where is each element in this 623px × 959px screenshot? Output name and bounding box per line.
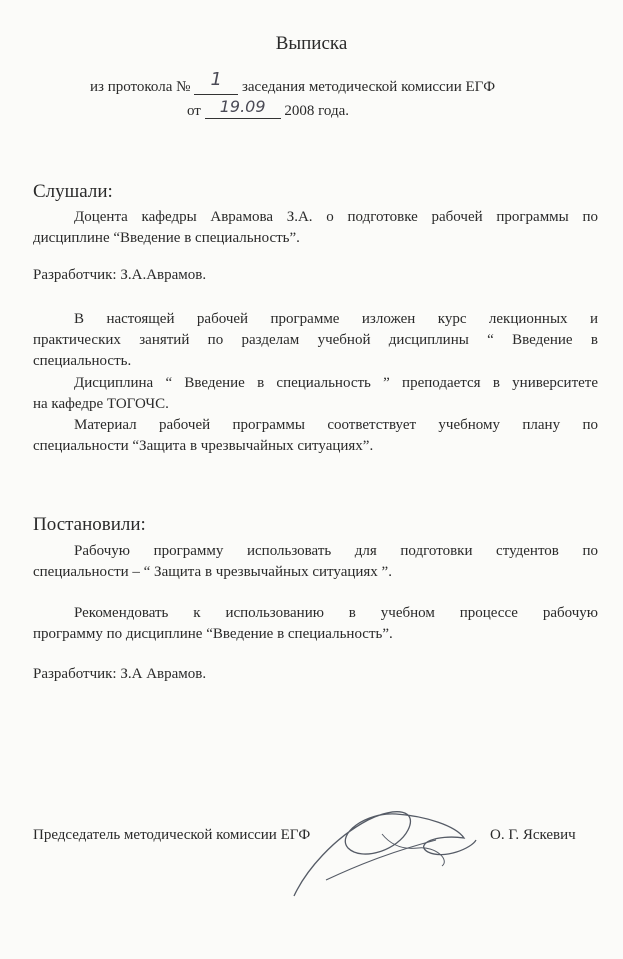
heard-p1-line2: дисциплине “Введение в специальность”. <box>33 230 300 246</box>
handwritten-signature <box>286 800 486 905</box>
protocol-suffix: заседания методической комиссии ЕГФ <box>241 79 496 95</box>
heard-p2-line2: практических занятий по разделам учебной дисциплины “ Введение в <box>33 332 598 348</box>
heard-p1-line1: Доцента кафедры Аврамова З.А. о подготовке рабочей программы по <box>74 209 598 225</box>
protocol-number-field <box>194 69 238 95</box>
date-prefix: от <box>187 103 201 119</box>
decided-developer: Разработчик: З.А Аврамов. <box>33 666 207 682</box>
decided-p1-line2: специальности – “ Защита в чрезвычайных ситуациях ”. <box>33 564 392 580</box>
heard-p4-line1: Материал рабочей программы соответствует учебному плану по <box>74 417 598 433</box>
handwritten-date: 19.09 <box>219 97 266 116</box>
decided-p2-line1: Рекомендовать к использованию в учебном процессе рабочую <box>74 605 598 621</box>
decided-heading: Постановили: <box>33 514 146 535</box>
heard-p3-line1: Дисциплина “ Введение в специальность ” преподается в университете <box>74 375 598 391</box>
date-line <box>187 97 349 121</box>
protocol-prefix: из протокола № <box>90 79 191 95</box>
heard-p4-line2: специальности “Защита в чрезвычайных ситуациях”. <box>33 438 374 454</box>
decided-p2-line2: программу по дисциплине “Введение в специальность”. <box>33 626 393 642</box>
protocol-line <box>90 69 496 97</box>
heard-p2-line1: В настоящей рабочей программе изложен курс лекционных и <box>74 311 598 327</box>
heard-heading: Слушали: <box>33 181 113 202</box>
date-field <box>205 97 281 119</box>
heard-developer: Разработчик: З.А.Аврамов. <box>33 267 207 283</box>
protocol-number: 1 <box>210 69 222 90</box>
heard-p2-line3: специальность. <box>33 353 132 369</box>
chair-label: Председатель методической комиссии ЕГФ <box>33 827 311 843</box>
date-suffix: 2008 года. <box>284 103 349 119</box>
heard-p3-line2: на кафедре ТОГОЧС. <box>33 396 169 412</box>
decided-p1-line1: Рабочую программу использовать для подготовки студентов по <box>74 543 598 559</box>
document-title: Выписка <box>275 33 348 54</box>
chair-name: О. Г. Яскевич <box>490 827 576 843</box>
